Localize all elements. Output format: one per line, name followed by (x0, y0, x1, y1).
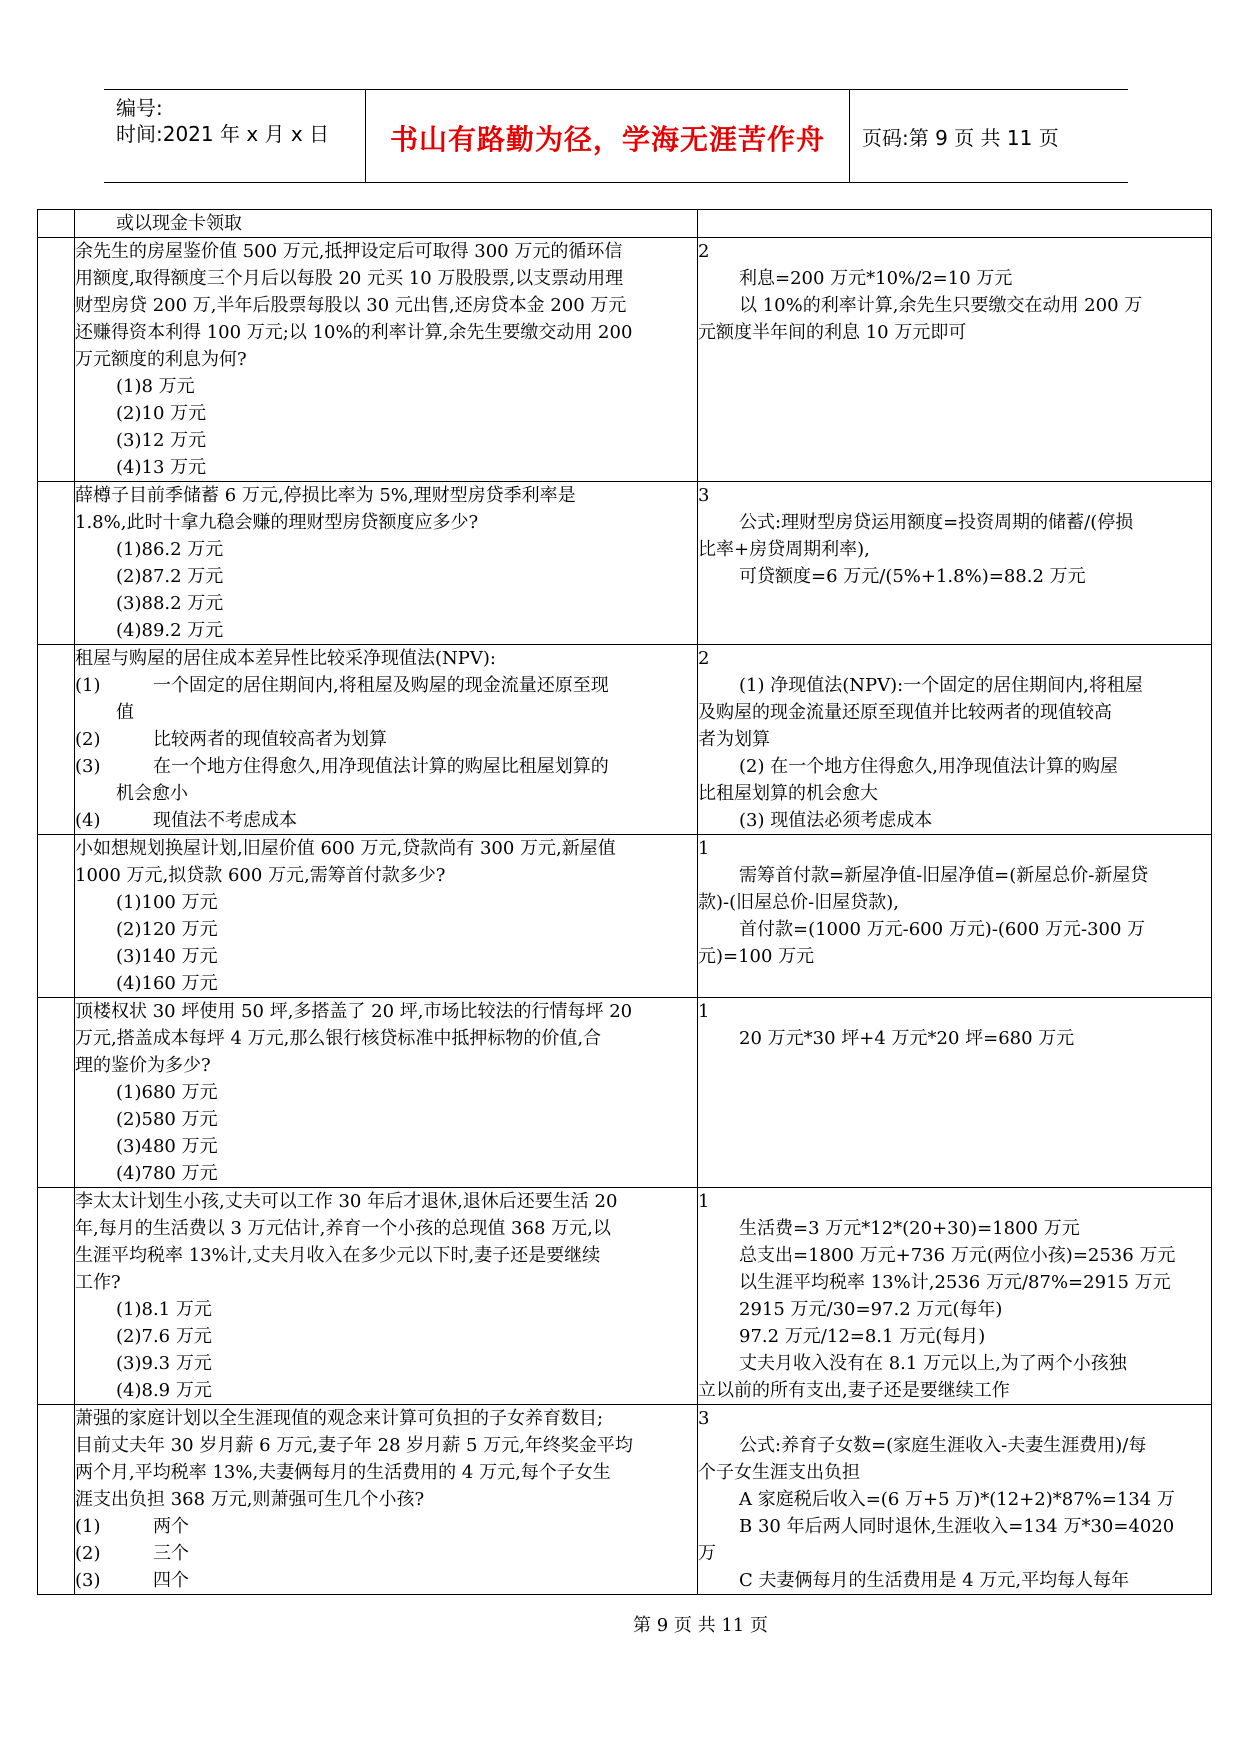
answer-explanation: 公式:理财型房贷运用额度=投资周期的储蓄/(停损 (739, 512, 1134, 533)
answer-option: (4)160 万元 (116, 973, 218, 994)
answer-explanation: 20 万元*30 坪+4 万元*20 坪=680 万元 (739, 1028, 1075, 1049)
question-text: 目前丈夫年 30 岁月薪 6 万元,妻子年 28 岁月薪 5 万元,年终奖金平均 (75, 1435, 633, 1456)
answer-explanation: A 家庭税后收入=(6 万+5 万)*(12+2)*87%=134 万 (739, 1489, 1175, 1510)
question-text: 两个月,平均税率 13%,夫妻俩每月的生活费用的 4 万元,每个子女生 (75, 1462, 611, 1483)
answer-explanation: 需筹首付款=新屋净值-旧屋净值=(新屋总价-新屋贷 (739, 865, 1149, 886)
answer-explanation: 者为划算 (698, 729, 770, 750)
answer-option: (3)9.3 万元 (116, 1353, 212, 1374)
question-text: 理的鉴价为多少? (75, 1055, 211, 1076)
answer-option: (3)140 万元 (116, 946, 218, 967)
answer-option: (4)89.2 万元 (116, 620, 224, 641)
header-motto-cell (366, 90, 850, 182)
answer-cell (698, 210, 1212, 238)
answer-explanation: (2) 在一个地方住得愈久,用净现值法计算的购屋 (739, 756, 1118, 777)
row-margin-cell (38, 482, 75, 645)
row-margin-cell (38, 998, 75, 1188)
question-text: 李太太计划生小孩,丈夫可以工作 30 年后才退休,退休后还要生活 20 (75, 1191, 618, 1212)
question-cell (75, 1405, 698, 1595)
row-margin-cell (38, 645, 75, 835)
answer-explanation: 生活费=3 万元*12*(20+30)=1800 万元 (739, 1218, 1080, 1239)
answer-explanation: 个子女生涯支出负担 (698, 1462, 860, 1483)
option-text: 比较两者的现值较高者为划算 (153, 729, 387, 750)
answer-number: 2 (698, 241, 710, 262)
question-cell (75, 835, 698, 998)
answer-explanation: 立以前的所有支出,妻子还是要继续工作 (698, 1380, 1010, 1401)
question-text: 年,每月的生活费以 3 万元估计,养育一个小孩的总现值 368 万元,以 (75, 1218, 611, 1239)
question-text: 薛樽子目前季储蓄 6 万元,停损比率为 5%,理财型房贷季利率是 (75, 485, 576, 506)
answer-explanation: 2915 万元/30=97.2 万元(每年) (739, 1299, 1003, 1320)
row-margin-cell (38, 1405, 75, 1595)
time-label: 时间:2021 年 x 月 x 日 (116, 122, 330, 146)
row-margin-cell (38, 210, 75, 238)
answer-explanation: 以生涯平均税率 13%计,2536 万元/87%=2915 万元 (739, 1272, 1171, 1293)
question-text: 或以现金卡领取 (116, 213, 242, 234)
option-number: (1) (75, 1516, 101, 1537)
answer-cell (698, 1188, 1212, 1405)
header-meta-cell (104, 90, 366, 182)
table-row (38, 1405, 1212, 1595)
question-cell (75, 238, 698, 482)
table-row (38, 1188, 1212, 1405)
answer-option: (3)480 万元 (116, 1136, 218, 1157)
answer-explanation: 以 10%的利率计算,余先生只要缴交在动用 200 万 (739, 295, 1143, 316)
answer-explanation: C 夫妻俩每月的生活费用是 4 万元,平均每人每年 (739, 1570, 1130, 1591)
question-text: 小如想规划换屋计划,旧屋价值 600 万元,贷款尚有 300 万元,新屋值 (75, 838, 616, 859)
answer-option: (2)87.2 万元 (116, 566, 224, 587)
answer-cell (698, 998, 1212, 1188)
answer-number: 3 (698, 1408, 710, 1429)
question-answer-table (37, 209, 1212, 1595)
question-text: 生涯平均税率 13%计,丈夫月收入在多少元以下时,妻子还是要继续 (75, 1245, 601, 1266)
question-text: 万元额度的利息为何? (75, 349, 247, 370)
answer-option: (2)7.6 万元 (116, 1326, 212, 1347)
question-text: 财型房贷 200 万,半年后股票每股以 30 元出售,还房贷本金 200 万元 (75, 295, 627, 316)
question-text: 涯支出负担 368 万元,则萧强可生几个小孩? (75, 1489, 425, 1510)
answer-explanation: 比率+房贷周期利率), (698, 539, 870, 560)
numbered-option (75, 1540, 697, 1567)
option-number: (1) (75, 675, 101, 696)
option-number: (3) (75, 756, 101, 777)
question-cell (75, 998, 698, 1188)
page-header (104, 89, 1128, 183)
answer-explanation: 比租屋划算的机会愈大 (698, 783, 878, 804)
option-text: 在一个地方住得愈久,用净现值法计算的购屋比租屋划算的 (153, 756, 609, 777)
answer-explanation: 总支出=1800 万元+736 万元(两位小孩)=2536 万元 (739, 1245, 1176, 1266)
answer-option: (3)12 万元 (116, 430, 207, 451)
page-number-label: 页码:第 9 页 共 11 页 (862, 126, 1059, 150)
option-text: 现值法不考虑成本 (153, 810, 297, 831)
numbered-option (75, 672, 697, 699)
table-row (38, 998, 1212, 1188)
numbered-option (75, 807, 697, 834)
option-number: (3) (75, 1570, 101, 1591)
answer-cell (698, 835, 1212, 998)
answer-cell (698, 1405, 1212, 1595)
answer-option: (4)13 万元 (116, 457, 207, 478)
question-text: 顶楼权状 30 坪使用 50 坪,多搭盖了 20 坪,市场比较法的行情每坪 20 (75, 1001, 633, 1022)
answer-explanation: 万 (698, 1543, 716, 1564)
page-footer: 第 9 页 共 11 页 (633, 1615, 768, 1636)
option-number: (2) (75, 729, 101, 750)
table-row (38, 238, 1212, 482)
answer-number: 2 (698, 648, 710, 669)
answer-cell (698, 238, 1212, 482)
option-text: 一个固定的居住期间内,将租屋及购屋的现金流量还原至现 (153, 675, 609, 696)
numbered-option: 值 (116, 702, 134, 723)
question-text: 工作? (75, 1272, 121, 1293)
answer-number: 1 (698, 1191, 710, 1212)
answer-explanation: 元)=100 万元 (698, 946, 815, 967)
answer-explanation: 丈夫月收入没有在 8.1 万元以上,为了两个小孩独 (739, 1353, 1127, 1374)
question-text: 萧强的家庭计划以全生涯现值的观念来计算可负担的子女养育数目; (75, 1408, 604, 1429)
answer-number: 1 (698, 838, 710, 859)
answer-explanation: (3) 现值法必须考虑成本 (739, 810, 933, 831)
answer-option: (1)8 万元 (116, 376, 195, 397)
answer-explanation: 及购屋的现金流量还原至现值并比较两者的现值较高 (698, 702, 1112, 723)
answer-explanation: B 30 年后两人同时退休,生涯收入=134 万*30=4020 (739, 1516, 1175, 1537)
answer-explanation: 款)-(旧屋总价-旧屋贷款), (698, 892, 899, 913)
numbered-option (75, 753, 697, 780)
answer-explanation: 97.2 万元/12=8.1 万元(每月) (739, 1326, 986, 1347)
answer-option: (1)100 万元 (116, 892, 218, 913)
answer-explanation: (1) 净现值法(NPV):一个固定的居住期间内,将租屋 (739, 675, 1143, 696)
option-text: 两个 (153, 1516, 189, 1537)
question-text: 还赚得资本利得 100 万元;以 10%的利率计算,余先生要缴交动用 200 (75, 322, 633, 343)
answer-explanation: 首付款=(1000 万元-600 万元)-(600 万元-300 万 (739, 919, 1146, 940)
numbered-option: 机会愈小 (116, 783, 188, 804)
option-text: 四个 (153, 1570, 189, 1591)
header-page-cell (850, 90, 1128, 182)
answer-option: (1)8.1 万元 (116, 1299, 212, 1320)
question-cell (75, 1188, 698, 1405)
answer-explanation: 元额度半年间的利息 10 万元即可 (698, 322, 967, 343)
option-number: (4) (75, 810, 101, 831)
motto: 书山有路勤为径，学海无涯苦作舟 (389, 123, 825, 156)
answer-cell (698, 482, 1212, 645)
table-row (38, 210, 1212, 238)
answer-option: (2)120 万元 (116, 919, 218, 940)
numbered-option (75, 726, 697, 753)
answer-option: (1)680 万元 (116, 1082, 218, 1103)
question-cell (75, 482, 698, 645)
option-number: (2) (75, 1543, 101, 1564)
question-text: 1000 万元,拟贷款 600 万元,需筹首付款多少? (75, 865, 446, 886)
question-text: 用额度,取得额度三个月后以每股 20 元买 10 万股股票,以支票动用理 (75, 268, 624, 289)
numbered-option (75, 1513, 697, 1540)
row-margin-cell (38, 238, 75, 482)
answer-number: 3 (698, 485, 710, 506)
question-text: 余先生的房屋鉴价值 500 万元,抵押设定后可取得 300 万元的循环信 (75, 241, 623, 262)
row-margin-cell (38, 835, 75, 998)
answer-explanation: 公式:养育子女数=(家庭生涯收入-夫妻生涯费用)/每 (739, 1435, 1147, 1456)
table-row (38, 645, 1212, 835)
question-text: 租屋与购屋的居住成本差异性比较采净现值法(NPV): (75, 648, 496, 669)
question-text: 万元,搭盖成本每坪 4 万元,那么银行核贷标准中抵押标物的价值,合 (75, 1028, 602, 1049)
question-cell (75, 645, 698, 835)
question-text: 1.8%,此时十拿九稳会赚的理财型房贷额度应多少? (75, 512, 479, 533)
answer-option: (3)88.2 万元 (116, 593, 224, 614)
answer-explanation: 可贷额度=6 万元/(5%+1.8%)=88.2 万元 (739, 566, 1086, 587)
answer-cell (698, 645, 1212, 835)
option-text: 三个 (153, 1543, 189, 1564)
answer-explanation: 利息=200 万元*10%/2=10 万元 (739, 268, 1013, 289)
numbered-option (75, 1567, 697, 1594)
number-label: 编号: (116, 96, 163, 120)
answer-option: (4)780 万元 (116, 1163, 218, 1184)
answer-number: 1 (698, 1001, 710, 1022)
table-row (38, 482, 1212, 645)
answer-option: (2)580 万元 (116, 1109, 218, 1130)
answer-option: (1)86.2 万元 (116, 539, 224, 560)
question-cell (75, 210, 698, 238)
table-row (38, 835, 1212, 998)
answer-option: (2)10 万元 (116, 403, 207, 424)
answer-option: (4)8.9 万元 (116, 1380, 212, 1401)
row-margin-cell (38, 1188, 75, 1405)
